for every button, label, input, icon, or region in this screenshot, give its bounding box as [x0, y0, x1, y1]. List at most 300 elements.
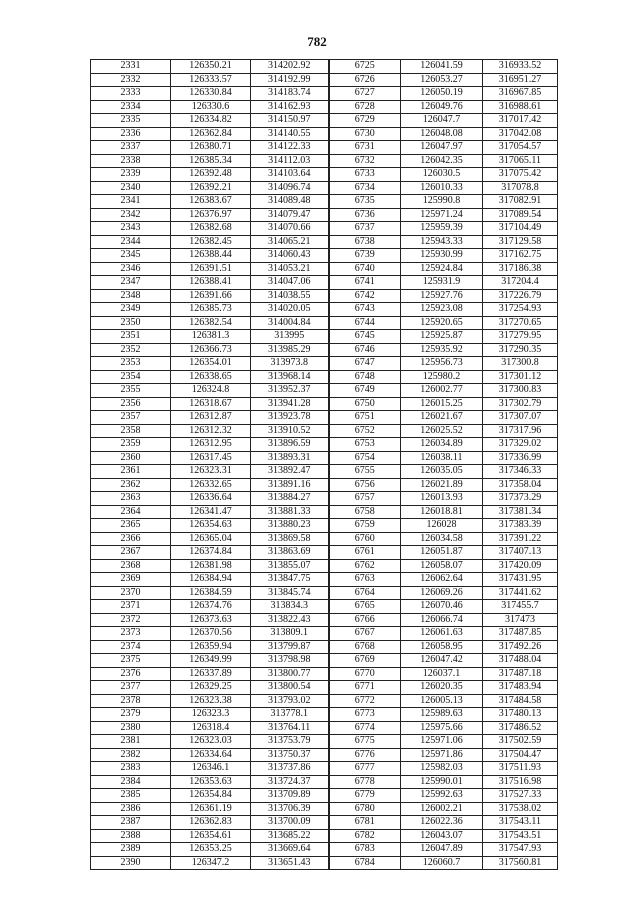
cell-point-number-left: 2385: [91, 789, 171, 803]
cell-x-coordinate-right: 126060.7: [401, 856, 483, 870]
table-row: [91, 451, 558, 465]
table-row: [91, 330, 558, 344]
cell-point-number-right: 6744: [329, 316, 401, 330]
cell-y-coordinate-right: 317431.95: [483, 573, 558, 587]
page-number: 782: [307, 34, 327, 49]
cell-x-coordinate-left: 126388.41: [171, 276, 251, 290]
cell-y-coordinate-left: 314004.84: [251, 316, 329, 330]
cell-point-number-left: 2332: [91, 73, 171, 87]
table-row: [91, 424, 558, 438]
cell-y-coordinate-left: 313669.64: [251, 843, 329, 857]
table-row: [91, 100, 558, 114]
cell-point-number-left: 2343: [91, 222, 171, 236]
cell-y-coordinate-left: 313973.8: [251, 357, 329, 371]
cell-point-number-left: 2383: [91, 762, 171, 776]
cell-point-number-left: 2386: [91, 802, 171, 816]
cell-y-coordinate-right: 317270.65: [483, 316, 558, 330]
cell-y-coordinate-right: 317104.49: [483, 222, 558, 236]
cell-y-coordinate-right: 317017.42: [483, 114, 558, 128]
cell-x-coordinate-right: 125982.03: [401, 762, 483, 776]
cell-point-number-left: 2345: [91, 249, 171, 263]
table-row: [91, 694, 558, 708]
table-row: [91, 73, 558, 87]
cell-y-coordinate-right: 317373.29: [483, 492, 558, 506]
table-row: [91, 181, 558, 195]
cell-y-coordinate-right: 317420.09: [483, 559, 558, 573]
cell-x-coordinate-right: 125971.06: [401, 735, 483, 749]
cell-x-coordinate-left: 126347.2: [171, 856, 251, 870]
cell-x-coordinate-right: 126047.42: [401, 654, 483, 668]
cell-y-coordinate-left: 313753.79: [251, 735, 329, 749]
cell-x-coordinate-left: 126374.84: [171, 546, 251, 560]
cell-y-coordinate-left: 313891.16: [251, 478, 329, 492]
cell-point-number-right: 6762: [329, 559, 401, 573]
cell-point-number-left: 2358: [91, 424, 171, 438]
cell-y-coordinate-left: 314183.74: [251, 87, 329, 101]
cell-x-coordinate-left: 126359.94: [171, 640, 251, 654]
cell-y-coordinate-left: 314150.97: [251, 114, 329, 128]
cell-point-number-right: 6727: [329, 87, 401, 101]
cell-y-coordinate-left: 314053.21: [251, 262, 329, 276]
cell-point-number-left: 2371: [91, 600, 171, 614]
cell-y-coordinate-right: 317487.85: [483, 627, 558, 641]
cell-point-number-left: 2375: [91, 654, 171, 668]
cell-y-coordinate-right: 316933.52: [483, 60, 558, 74]
cell-y-coordinate-right: 317473: [483, 613, 558, 627]
cell-x-coordinate-right: 125935.92: [401, 343, 483, 357]
cell-x-coordinate-left: 126388.44: [171, 249, 251, 263]
cell-point-number-left: 2362: [91, 478, 171, 492]
cell-x-coordinate-left: 126384.94: [171, 573, 251, 587]
cell-point-number-right: 6733: [329, 168, 401, 182]
cell-y-coordinate-left: 314192.99: [251, 73, 329, 87]
cell-point-number-right: 6784: [329, 856, 401, 870]
cell-y-coordinate-right: 316951.27: [483, 73, 558, 87]
cell-y-coordinate-left: 313869.58: [251, 532, 329, 546]
cell-y-coordinate-left: 313910.52: [251, 424, 329, 438]
cell-x-coordinate-right: 126043.07: [401, 829, 483, 843]
table-row: [91, 721, 558, 735]
cell-y-coordinate-right: 317383.39: [483, 519, 558, 533]
cell-x-coordinate-left: 126323.31: [171, 465, 251, 479]
table-row: [91, 141, 558, 155]
cell-point-number-left: 2384: [91, 775, 171, 789]
cell-point-number-right: 6732: [329, 154, 401, 168]
cell-y-coordinate-right: 317204.4: [483, 276, 558, 290]
cell-y-coordinate-left: 314065.21: [251, 235, 329, 249]
cell-x-coordinate-left: 126353.63: [171, 775, 251, 789]
cell-x-coordinate-right: 126034.58: [401, 532, 483, 546]
cell-y-coordinate-left: 314122.33: [251, 141, 329, 155]
cell-point-number-right: 6736: [329, 208, 401, 222]
cell-point-number-left: 2364: [91, 505, 171, 519]
cell-y-coordinate-right: 317054.57: [483, 141, 558, 155]
cell-x-coordinate-right: 125931.9: [401, 276, 483, 290]
table-row: [91, 829, 558, 843]
cell-y-coordinate-right: 317300.8: [483, 357, 558, 371]
cell-y-coordinate-left: 313884.27: [251, 492, 329, 506]
table-row: [91, 627, 558, 641]
cell-x-coordinate-right: 126051.87: [401, 546, 483, 560]
table-row: [91, 775, 558, 789]
coordinates-table: [90, 59, 558, 870]
cell-point-number-right: 6761: [329, 546, 401, 560]
cell-x-coordinate-right: 126062.64: [401, 573, 483, 587]
cell-point-number-right: 6726: [329, 73, 401, 87]
cell-point-number-left: 2370: [91, 586, 171, 600]
cell-point-number-left: 2372: [91, 613, 171, 627]
cell-x-coordinate-right: 125923.08: [401, 303, 483, 317]
table-row: [91, 343, 558, 357]
cell-x-coordinate-left: 126374.76: [171, 600, 251, 614]
table-row: [91, 114, 558, 128]
cell-y-coordinate-left: 313881.33: [251, 505, 329, 519]
cell-point-number-left: 2331: [91, 60, 171, 74]
cell-x-coordinate-right: 126022.36: [401, 816, 483, 830]
cell-y-coordinate-right: 317300.83: [483, 384, 558, 398]
cell-point-number-left: 2338: [91, 154, 171, 168]
cell-y-coordinate-right: 317441.62: [483, 586, 558, 600]
cell-point-number-left: 2337: [91, 141, 171, 155]
cell-y-coordinate-right: 317483.94: [483, 681, 558, 695]
cell-x-coordinate-right: 126010.33: [401, 181, 483, 195]
cell-y-coordinate-right: 317455.7: [483, 600, 558, 614]
table-row: [91, 168, 558, 182]
cell-point-number-right: 6740: [329, 262, 401, 276]
cell-x-coordinate-left: 126317.45: [171, 451, 251, 465]
cell-x-coordinate-right: 126005.13: [401, 694, 483, 708]
cell-y-coordinate-left: 314038.55: [251, 289, 329, 303]
cell-point-number-right: 6768: [329, 640, 401, 654]
cell-point-number-left: 2334: [91, 100, 171, 114]
table-row: [91, 195, 558, 209]
cell-point-number-left: 2361: [91, 465, 171, 479]
cell-point-number-left: 2382: [91, 748, 171, 762]
cell-x-coordinate-left: 126362.83: [171, 816, 251, 830]
table-row: [91, 559, 558, 573]
cell-point-number-right: 6782: [329, 829, 401, 843]
cell-point-number-left: 2389: [91, 843, 171, 857]
cell-y-coordinate-right: 317302.79: [483, 397, 558, 411]
table-row: [91, 640, 558, 654]
cell-y-coordinate-left: 313651.43: [251, 856, 329, 870]
cell-point-number-right: 6750: [329, 397, 401, 411]
cell-point-number-right: 6749: [329, 384, 401, 398]
cell-x-coordinate-right: 125990.01: [401, 775, 483, 789]
cell-y-coordinate-left: 314162.93: [251, 100, 329, 114]
cell-x-coordinate-right: 126002.77: [401, 384, 483, 398]
cell-y-coordinate-left: 313799.87: [251, 640, 329, 654]
table-row: [91, 613, 558, 627]
cell-x-coordinate-left: 126312.87: [171, 411, 251, 425]
cell-y-coordinate-left: 314079.47: [251, 208, 329, 222]
cell-point-number-left: 2360: [91, 451, 171, 465]
cell-point-number-right: 6783: [329, 843, 401, 857]
cell-y-coordinate-right: 317346.33: [483, 465, 558, 479]
cell-point-number-left: 2354: [91, 370, 171, 384]
cell-x-coordinate-right: 125959.39: [401, 222, 483, 236]
table-row: [91, 316, 558, 330]
cell-y-coordinate-right: 317407.13: [483, 546, 558, 560]
table-row: [91, 532, 558, 546]
cell-point-number-left: 2340: [91, 181, 171, 195]
cell-y-coordinate-right: 317516.98: [483, 775, 558, 789]
cell-y-coordinate-left: 313952.37: [251, 384, 329, 398]
cell-y-coordinate-right: 317358.04: [483, 478, 558, 492]
cell-x-coordinate-right: 125975.66: [401, 721, 483, 735]
cell-x-coordinate-left: 126391.51: [171, 262, 251, 276]
cell-point-number-left: 2353: [91, 357, 171, 371]
cell-x-coordinate-right: 125992.63: [401, 789, 483, 803]
cell-point-number-left: 2381: [91, 735, 171, 749]
cell-x-coordinate-left: 126312.32: [171, 424, 251, 438]
table-row: [91, 802, 558, 816]
cell-x-coordinate-right: 126021.67: [401, 411, 483, 425]
cell-x-coordinate-left: 126382.68: [171, 222, 251, 236]
table-row: [91, 478, 558, 492]
cell-x-coordinate-left: 126391.66: [171, 289, 251, 303]
cell-x-coordinate-right: 125930.99: [401, 249, 483, 263]
cell-y-coordinate-left: 313892.47: [251, 465, 329, 479]
cell-y-coordinate-right: 317129.58: [483, 235, 558, 249]
table-row: [91, 586, 558, 600]
cell-y-coordinate-right: 317329.02: [483, 438, 558, 452]
table-row: [91, 762, 558, 776]
cell-y-coordinate-right: 316967.85: [483, 87, 558, 101]
cell-point-number-left: 2341: [91, 195, 171, 209]
cell-x-coordinate-right: 125980.2: [401, 370, 483, 384]
table-row: [91, 654, 558, 668]
cell-x-coordinate-right: 126041.59: [401, 60, 483, 74]
cell-x-coordinate-right: 126020.35: [401, 681, 483, 695]
cell-point-number-right: 6764: [329, 586, 401, 600]
cell-point-number-left: 2356: [91, 397, 171, 411]
cell-x-coordinate-right: 126066.74: [401, 613, 483, 627]
cell-x-coordinate-left: 126381.98: [171, 559, 251, 573]
cell-x-coordinate-left: 126384.59: [171, 586, 251, 600]
cell-point-number-right: 6746: [329, 343, 401, 357]
cell-y-coordinate-left: 314140.55: [251, 127, 329, 141]
cell-y-coordinate-left: 313941.28: [251, 397, 329, 411]
cell-y-coordinate-right: 317082.91: [483, 195, 558, 209]
cell-y-coordinate-left: 314060.43: [251, 249, 329, 263]
cell-point-number-right: 6779: [329, 789, 401, 803]
cell-point-number-right: 6756: [329, 478, 401, 492]
cell-y-coordinate-right: 317075.42: [483, 168, 558, 182]
cell-x-coordinate-left: 126383.67: [171, 195, 251, 209]
table-row: [91, 438, 558, 452]
cell-point-number-right: 6758: [329, 505, 401, 519]
cell-point-number-right: 6725: [329, 60, 401, 74]
cell-y-coordinate-left: 314103.64: [251, 168, 329, 182]
cell-x-coordinate-right: 126013.93: [401, 492, 483, 506]
cell-point-number-right: 6743: [329, 303, 401, 317]
cell-y-coordinate-left: 313700.09: [251, 816, 329, 830]
cell-y-coordinate-left: 313800.54: [251, 681, 329, 695]
cell-point-number-right: 6735: [329, 195, 401, 209]
cell-point-number-right: 6747: [329, 357, 401, 371]
cell-point-number-left: 2359: [91, 438, 171, 452]
cell-point-number-right: 6776: [329, 748, 401, 762]
cell-x-coordinate-left: 126380.71: [171, 141, 251, 155]
table-row: [91, 289, 558, 303]
cell-point-number-right: 6752: [329, 424, 401, 438]
cell-y-coordinate-left: 313880.23: [251, 519, 329, 533]
cell-y-coordinate-left: 313737.86: [251, 762, 329, 776]
cell-y-coordinate-left: 313896.59: [251, 438, 329, 452]
cell-point-number-right: 6731: [329, 141, 401, 155]
table-row: [91, 573, 558, 587]
cell-y-coordinate-right: 317486.52: [483, 721, 558, 735]
cell-point-number-right: 6757: [329, 492, 401, 506]
cell-y-coordinate-right: 317492.26: [483, 640, 558, 654]
cell-y-coordinate-right: 317162.75: [483, 249, 558, 263]
cell-x-coordinate-left: 126354.84: [171, 789, 251, 803]
cell-y-coordinate-right: 317527.33: [483, 789, 558, 803]
cell-point-number-right: 6754: [329, 451, 401, 465]
table-row: [91, 735, 558, 749]
cell-x-coordinate-left: 126349.99: [171, 654, 251, 668]
cell-x-coordinate-left: 126353.25: [171, 843, 251, 857]
cell-point-number-left: 2379: [91, 708, 171, 722]
cell-y-coordinate-right: 317484.58: [483, 694, 558, 708]
cell-x-coordinate-left: 126334.64: [171, 748, 251, 762]
cell-point-number-left: 2377: [91, 681, 171, 695]
table-row: [91, 519, 558, 533]
cell-y-coordinate-left: 313863.69: [251, 546, 329, 560]
cell-x-coordinate-right: 126038.11: [401, 451, 483, 465]
cell-y-coordinate-right: 317279.95: [483, 330, 558, 344]
cell-point-number-left: 2352: [91, 343, 171, 357]
table-row: [91, 411, 558, 425]
cell-point-number-right: 6734: [329, 181, 401, 195]
table-row: [91, 249, 558, 263]
cell-point-number-left: 2363: [91, 492, 171, 506]
cell-x-coordinate-left: 126373.63: [171, 613, 251, 627]
cell-point-number-right: 6738: [329, 235, 401, 249]
cell-y-coordinate-right: 317290.35: [483, 343, 558, 357]
cell-point-number-right: 6771: [329, 681, 401, 695]
cell-point-number-left: 2374: [91, 640, 171, 654]
cell-x-coordinate-right: 126025.52: [401, 424, 483, 438]
cell-y-coordinate-right: 317487.18: [483, 667, 558, 681]
cell-y-coordinate-left: 313750.37: [251, 748, 329, 762]
cell-y-coordinate-right: 317186.38: [483, 262, 558, 276]
cell-point-number-left: 2369: [91, 573, 171, 587]
cell-point-number-left: 2380: [91, 721, 171, 735]
cell-point-number-left: 2333: [91, 87, 171, 101]
cell-point-number-right: 6778: [329, 775, 401, 789]
table-row: [91, 154, 558, 168]
cell-point-number-right: 6737: [329, 222, 401, 236]
cell-x-coordinate-left: 126392.21: [171, 181, 251, 195]
cell-y-coordinate-right: 317511.93: [483, 762, 558, 776]
cell-y-coordinate-left: 313893.31: [251, 451, 329, 465]
cell-y-coordinate-left: 314070.66: [251, 222, 329, 236]
cell-point-number-right: 6741: [329, 276, 401, 290]
cell-x-coordinate-left: 126354.63: [171, 519, 251, 533]
cell-y-coordinate-left: 313968.14: [251, 370, 329, 384]
cell-point-number-right: 6755: [329, 465, 401, 479]
table-row: [91, 667, 558, 681]
cell-x-coordinate-left: 126334.82: [171, 114, 251, 128]
cell-y-coordinate-left: 313822.43: [251, 613, 329, 627]
cell-point-number-right: 6742: [329, 289, 401, 303]
cell-x-coordinate-left: 126366.73: [171, 343, 251, 357]
cell-x-coordinate-right: 126018.81: [401, 505, 483, 519]
cell-y-coordinate-right: 317301.12: [483, 370, 558, 384]
cell-x-coordinate-right: 126042.35: [401, 154, 483, 168]
table-row: [91, 843, 558, 857]
cell-point-number-left: 2376: [91, 667, 171, 681]
cell-point-number-right: 6767: [329, 627, 401, 641]
cell-x-coordinate-left: 126337.89: [171, 667, 251, 681]
cell-x-coordinate-left: 126392.48: [171, 168, 251, 182]
cell-x-coordinate-left: 126330.6: [171, 100, 251, 114]
cell-x-coordinate-left: 126354.61: [171, 829, 251, 843]
cell-point-number-left: 2335: [91, 114, 171, 128]
table-row: [91, 370, 558, 384]
cell-point-number-right: 6769: [329, 654, 401, 668]
cell-x-coordinate-left: 126382.45: [171, 235, 251, 249]
coordinates-table-body: [91, 60, 558, 870]
table-row: [91, 708, 558, 722]
cell-y-coordinate-right: 317560.81: [483, 856, 558, 870]
cell-y-coordinate-right: 316988.61: [483, 100, 558, 114]
cell-x-coordinate-left: 126330.84: [171, 87, 251, 101]
cell-y-coordinate-left: 313709.89: [251, 789, 329, 803]
cell-y-coordinate-right: 317504.47: [483, 748, 558, 762]
cell-y-coordinate-left: 313847.75: [251, 573, 329, 587]
cell-point-number-left: 2388: [91, 829, 171, 843]
cell-x-coordinate-right: 126047.97: [401, 141, 483, 155]
cell-x-coordinate-right: 125920.65: [401, 316, 483, 330]
cell-point-number-left: 2390: [91, 856, 171, 870]
cell-x-coordinate-right: 125925.87: [401, 330, 483, 344]
cell-x-coordinate-right: 125956.73: [401, 357, 483, 371]
cell-y-coordinate-right: 317089.54: [483, 208, 558, 222]
cell-y-coordinate-left: 314089.48: [251, 195, 329, 209]
cell-y-coordinate-right: 317042.08: [483, 127, 558, 141]
cell-x-coordinate-left: 126385.34: [171, 154, 251, 168]
cell-point-number-left: 2344: [91, 235, 171, 249]
cell-point-number-right: 6763: [329, 573, 401, 587]
table-row: [91, 262, 558, 276]
cell-x-coordinate-left: 126324.8: [171, 384, 251, 398]
table-row: [91, 60, 558, 74]
cell-x-coordinate-right: 126002.21: [401, 802, 483, 816]
cell-y-coordinate-left: 313685.22: [251, 829, 329, 843]
table-row: [91, 816, 558, 830]
cell-point-number-left: 2366: [91, 532, 171, 546]
cell-y-coordinate-right: 317543.11: [483, 816, 558, 830]
cell-x-coordinate-right: 126030.5: [401, 168, 483, 182]
cell-x-coordinate-left: 126376.97: [171, 208, 251, 222]
cell-point-number-right: 6781: [329, 816, 401, 830]
cell-x-coordinate-right: 125971.24: [401, 208, 483, 222]
table-row: [91, 492, 558, 506]
cell-point-number-right: 6728: [329, 100, 401, 114]
table-row: [91, 856, 558, 870]
cell-point-number-right: 6774: [329, 721, 401, 735]
cell-point-number-left: 2357: [91, 411, 171, 425]
cell-point-number-left: 2350: [91, 316, 171, 330]
cell-point-number-right: 6748: [329, 370, 401, 384]
cell-y-coordinate-right: 317226.79: [483, 289, 558, 303]
cell-point-number-left: 2355: [91, 384, 171, 398]
cell-y-coordinate-right: 317381.34: [483, 505, 558, 519]
table-row: [91, 208, 558, 222]
